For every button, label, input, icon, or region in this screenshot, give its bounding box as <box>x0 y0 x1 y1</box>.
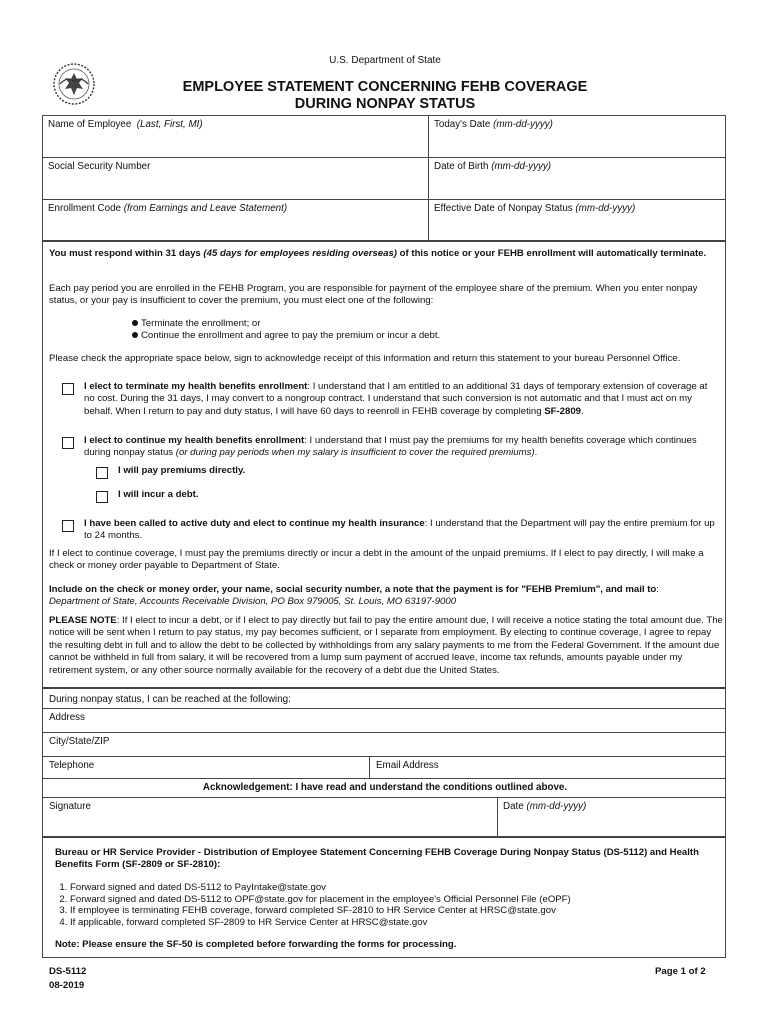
address-field[interactable]: Address <box>49 712 85 723</box>
date-of-birth-field[interactable]: Date of Birth (mm-dd-yyyy) <box>434 161 552 172</box>
ssn-field[interactable]: Social Security Number <box>48 161 151 172</box>
name-of-employee-field[interactable]: Name of Employee (Last, First, MI) <box>48 119 203 130</box>
please-note-paragraph: PLEASE NOTE: If I elect to incur a debt, or if I elect to pay directly but fail to pay the entire amount due, I will receive a notice stating the total amount due. The notice will be sent when I return to pay status, my pay becomes sufficient, or I separate from employment. By electing to continue coverage, I agree to repay the resulting debt in full and to allow the debt to be collected by withholdings from any salary payments to me from the Federal Government. If the amount due cannot be withheld in full from salary, it will be recovered from a lump sum payment of accrued leave, income tax refunds, amounts payable under my retirement system, or any other source normally available for the recovery of a debt due the United States. <box>49 615 723 676</box>
form-revision-date: 08-2019 <box>49 980 85 991</box>
telephone-field[interactable]: Telephone <box>49 760 95 771</box>
pay-directly-checkbox[interactable] <box>96 467 108 479</box>
option-bullet-terminate: Terminate the enrollment; or <box>132 318 260 330</box>
contact-intro: During nonpay status, I can be reached at the following: <box>49 694 291 705</box>
option-bullet-continue: Continue the enrollment and agree to pay the premium or incur a debt. <box>132 330 440 342</box>
pay-directly-label: I will pay premiums directly. <box>118 465 246 476</box>
incur-debt-label: I will incur a debt. <box>118 489 199 500</box>
distribution-heading: Bureau or HR Service Provider - Distribution of Employee Statement Concerning FEHB Coverage During Nonpay Status (DS-5112) and Health Benefits Form (SF-2809 or SF-2810): <box>55 847 699 871</box>
employee-info-grid <box>42 115 726 241</box>
acknowledgement-statement: Acknowledgement: I have read and understand the conditions outlined above. <box>202 782 568 793</box>
distribution-item: 4. If applicable, forward completed SF-2809 to HR Service Center at HRSC@state.gov <box>70 917 730 929</box>
terminate-enrollment-checkbox[interactable] <box>62 383 74 395</box>
department-name: U.S. Department of State <box>329 55 441 66</box>
effective-date-field[interactable]: Effective Date of Nonpay Status (mm-dd-yyyy) <box>434 203 636 214</box>
each-pay-period-paragraph: Each pay period you are enrolled in the FEHB Program, you are responsible for payment of the employee share of the premium. When you enter nonpay status, or your pay is insufficient to cover the premium, you must elect one of the following: <box>49 283 698 307</box>
mailing-instructions: Include on the check or money order, your name, social security number, a note that the payment is for "FEHB Premium", and mail to: Department of State, Accounts Receivable Division, PO Box 979005, St. Louis, MO 63197-9000 <box>49 584 659 608</box>
form-title-line1: EMPLOYEE STATEMENT CONCERNING FEHB COVERAGE <box>182 79 588 95</box>
form-title-line2: DURING NONPAY STATUS <box>294 96 476 112</box>
distribution-item: 1. Forward signed and dated DS-5112 to PayIntake@state.gov <box>70 882 730 894</box>
mailing-address: Department of State, Accounts Receivable Division, PO Box 979005, St. Louis, MO 63197-9000 <box>49 596 457 608</box>
form-number: DS-5112 <box>49 966 87 977</box>
continue-coverage-paragraph: If I elect to continue coverage, I must pay the premiums directly or incur a debt in the amount of the unpaid premiums. If I elect to pay directly, I will make a check or money order payable to Department of State. <box>49 548 704 572</box>
sf50-note: Note: Please ensure the SF-50 is completed before forwarding the forms for processing. <box>55 939 457 950</box>
signature-field[interactable]: Signature <box>49 801 91 812</box>
please-check-instruction: Please check the appropriate space below, sign to acknowledge receipt of this information and return this statement to your bureau Personnel Office. <box>49 353 681 364</box>
page-number: Page 1 of 2 <box>655 966 706 977</box>
city-state-zip-field[interactable]: City/State/ZIP <box>49 736 110 747</box>
todays-date-field[interactable]: Today's Date (mm-dd-yyyy) <box>434 119 553 130</box>
email-address-field[interactable]: Email Address <box>376 760 439 771</box>
incur-debt-checkbox[interactable] <box>96 491 108 503</box>
continue-enrollment-checkbox[interactable] <box>62 437 74 449</box>
terminate-enrollment-text: I elect to terminate my health benefits enrollment: I understand that I am entitled to an additional 31 days of temporary extension of coverage at no cost. During the 31 days, I may convert to a nongroup contract. I understand that such conversion is not automatic and that I must act on my behalf. When I return to pay and duty status, I will have 60 days to reenroll in FEHB coverage by completing SF-2809. <box>84 381 708 417</box>
distribution-item: 3. If employee is terminating FEHB coverage, forward completed SF-2810 to HR Service Center at HRSC@state.gov <box>70 905 730 917</box>
continue-enrollment-text: I elect to continue my health benefits enrollment: I understand that I must pay the premiums for my health benefits coverage which continues during nonpay status (or during pay periods when my salary is insufficient to cover the required premiums). <box>84 435 697 459</box>
distribution-item: 2. Forward signed and dated DS-5112 to OPF@state.gov for placement in the employee's Official Personnel File (eOPF) <box>70 894 730 906</box>
signature-date-field[interactable]: Date (mm-dd-yyyy) <box>503 801 587 812</box>
enrollment-code-field[interactable]: Enrollment Code (from Earnings and Leave Statement) <box>48 203 288 214</box>
active-duty-checkbox[interactable] <box>62 520 74 532</box>
active-duty-text: I have been called to active duty and elect to continue my health insurance: I understand that the Department will pay the entire premium for up to 24 months. <box>84 518 715 542</box>
respond-deadline-notice: You must respond within 31 days (45 days for employees residing overseas) of this notice or your FEHB enrollment will automatically terminate. <box>49 248 707 259</box>
distribution-list <box>55 882 730 928</box>
